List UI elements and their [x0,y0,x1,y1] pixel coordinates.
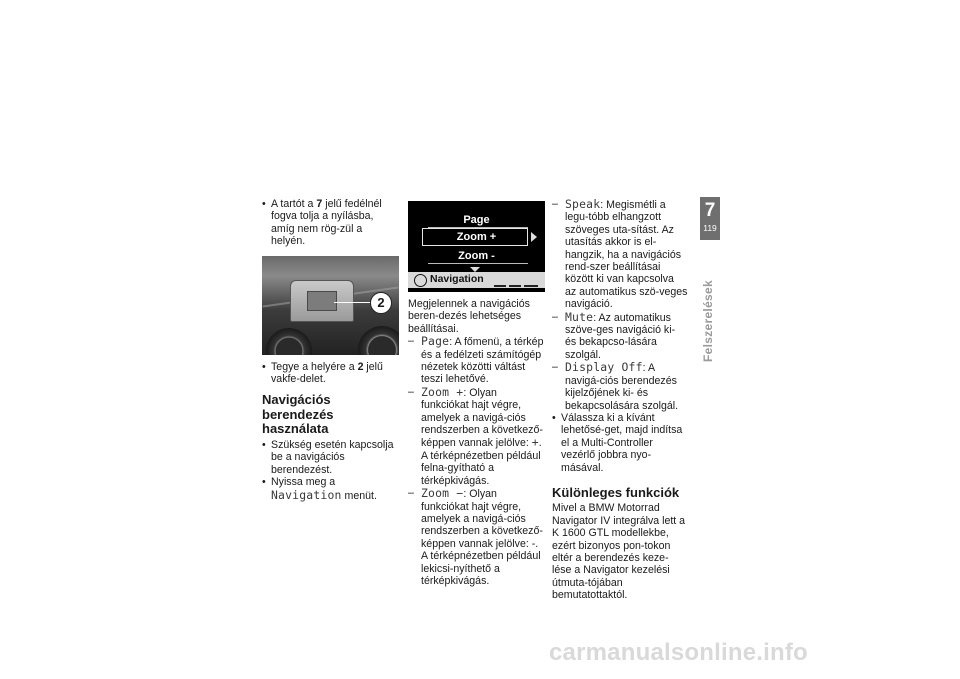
nav-item-zoom-plus: Zoom + [456,231,497,243]
section-side-label: Felszerelések [701,280,715,362]
menu-code: Navigation [271,487,342,502]
ref-number: 7 [316,198,323,210]
section-heading: Navigációs berendezés használata [262,392,334,437]
paragraph: Megjelennek a navigációs beren-dezés lehetséges beállításai. [408,298,530,335]
holder-cover [290,280,354,322]
chapter-tab [700,197,720,240]
nav-item-page: Page [463,214,490,226]
list-item: – Zoom +: Olyan funkciókat hajt végre, amelyek a navigá-ciós rendszerben a következő-képpen vannak jelölve: +. A térképnézetben például felna-gyítható a térképkivágás. [408,386,545,487]
dash-list [408,335,545,587]
list-item: – Display Off: A navigá-ciós berendezés kijelzőjének ki- és bekapcsolására szolgál. [552,361,688,412]
list-item: • Válassza ki a kívánt lehetősé-get, majd indítsa el a Multi-Controller vezérlő jobbra nyo-másával. [552,412,688,474]
dashboard-photo [262,256,399,355]
gauge-left [266,328,312,355]
list-item [262,198,399,248]
nav-item-zoom-minus: Zoom - [458,250,495,262]
bullet-list-2 [262,361,399,386]
bullet-list-3 [262,439,399,502]
page-number: 119 [703,223,717,233]
list-item: • Szükség esetén kapcsolja be a navigációs berendezést. [262,439,399,476]
bullet-list [552,412,688,474]
list-item: • Nyissa meg a Navigation menüt. [262,476,399,502]
list-item: – Mute: Az automatikus szöve-ges navigáció ki- és bekapcso-lására szolgál. [552,311,688,362]
list-item: – Speak: Megismétli a legu-tóbb elhangzott szöveges uta-sítást. Az utasítás akkor is el-hangzik, ha a navigációs rend-szer beállításai között ki van kapcsolva az automatikus szö-veges navigáció. [552,198,688,311]
gauge-right [358,326,399,355]
section-heading: Különleges funkciók [552,484,680,500]
bullet-list-1 [262,198,399,248]
arrow-right-icon [531,232,537,242]
list-item: – Page: A főmenü, a térkép és a fedélzeti számítógép nézetek közötti váltást teszi lehetővé. [408,335,545,386]
column-right [552,198,688,602]
watermark: carmanualsonline.info [549,639,808,666]
list-item: – Zoom −: Olyan funkciókat hajt végre, amelyek a navigá-ciós rendszerben a következő-képpen vannak jelölve: -. A térképnézetben például lekicsi-nyíthető a térképkivágás. [408,487,545,587]
chapter-number: 7 [704,200,716,221]
column-left [262,198,399,502]
dash-list [552,198,688,412]
nav-bar-label: Navigation [430,273,484,285]
text: jelű fedélnél fogva tolja a nyílásba, amíg nem rög-zül a helyén. [271,198,382,248]
column-middle [408,201,545,587]
paragraph: Mivel a BMW Motorrad Navigator IV integrálva lett a K 1600 GTL modellekbe, ezért bizonyos pon-tokon eltér a berendezés keze-lése a Navigator kezelési útmuta-tójában bemutatottaktól. [552,502,686,602]
callout-number: 2 [370,292,392,314]
list-item: • Tegye a helyére a 2 jelű vakfe-delet. [262,361,399,386]
nav-menu-screen [408,201,545,292]
text: A tartót a [271,198,317,210]
navigation-icon [414,274,427,287]
